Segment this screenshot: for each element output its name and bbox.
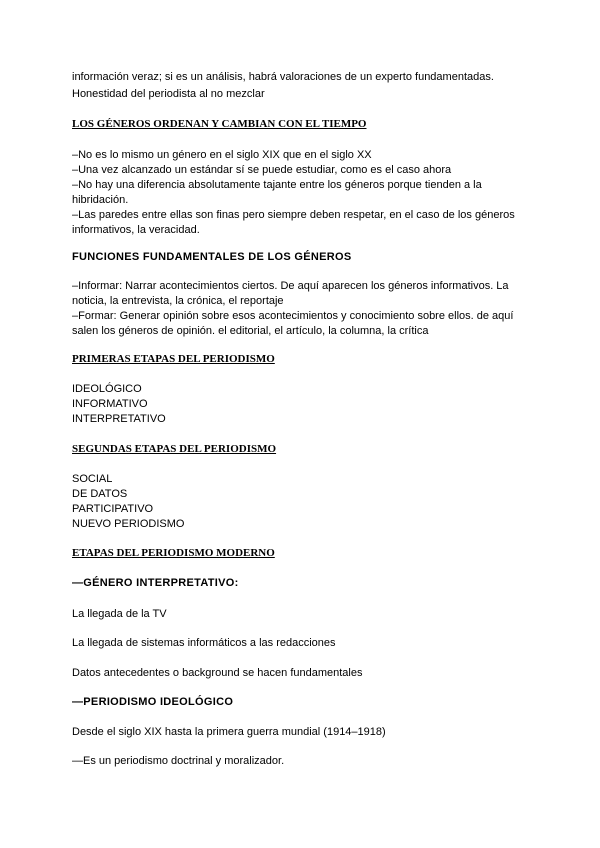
generos-line-3: –No hay una diferencia absolutamente tajante entre los géneros porque tienden a la <box>72 179 482 191</box>
interpretativo-p2: La llegada de sistemas informáticos a las redacciones <box>72 637 336 649</box>
heading-primeras-etapas: PRIMERAS ETAPAS DEL PERIODISMO <box>72 353 275 365</box>
segundas-item-4: NUEVO PERIODISMO <box>72 518 185 530</box>
generos-line-4: hibridación. <box>72 194 129 206</box>
funciones-line-1: –Informar: Narrar acontecimientos ciertos. De aquí aparecen los géneros informativos. La <box>72 280 509 292</box>
generos-line-2: –Una vez alcanzado un estándar sí se puede estudiar, como es el caso ahora <box>72 164 452 176</box>
primeras-item-1: IDEOLÓGICO <box>72 383 142 395</box>
heading-periodismo-ideologico: —PERIODISMO IDEOLÓGICO <box>72 696 234 708</box>
funciones-line-3: –Formar: Generar opinión sobre esos acontecimientos y conocimiento sobre ellos. de aquí <box>72 310 514 322</box>
primeras-item-3: INTERPRETATIVO <box>72 413 166 425</box>
heading-segundas-etapas: SEGUNDAS ETAPAS DEL PERIODISMO <box>72 443 277 455</box>
heading-funciones: FUNCIONES FUNDAMENTALES DE LOS GÉNEROS <box>72 251 352 263</box>
generos-line-6: informativos, la veracidad. <box>72 224 200 236</box>
generos-line-5: –Las paredes entre ellas son finas pero siempre deben respetar, en el caso de los géneros <box>72 209 515 221</box>
heading-periodismo-moderno: ETAPAS DEL PERIODISMO MODERNO <box>72 547 275 559</box>
interpretativo-p3: Datos antecedentes o background se hacen fundamentales <box>72 667 363 679</box>
segundas-item-2: DE DATOS <box>72 488 128 500</box>
primeras-item-2: INFORMATIVO <box>72 398 148 410</box>
segundas-item-1: SOCIAL <box>72 473 113 485</box>
segundas-item-3: PARTICIPATIVO <box>72 503 154 515</box>
heading-generos-ordenan: LOS GÉNEROS ORDENAN Y CAMBIAN CON EL TIEMPO <box>72 118 367 130</box>
ideologico-p2: —Es un periodismo doctrinal y moralizador. <box>72 755 285 767</box>
funciones-line-4: salen los géneros de opinión. el editorial, el artículo, la columna, la crítica <box>72 325 429 337</box>
generos-line-1: –No es lo mismo un género en el siglo XIX que en el siglo XX <box>72 149 372 161</box>
funciones-line-2: noticia, la entrevista, la crónica, el reportaje <box>72 295 284 307</box>
intro-line-1: información veraz; si es un análisis, habrá valoraciones de un experto fundamentadas. <box>72 71 494 83</box>
interpretativo-p1: La llegada de la TV <box>72 608 167 620</box>
intro-line-2: Honestidad del periodista al no mezclar <box>72 88 265 100</box>
heading-genero-interpretativo: —GÉNERO INTERPRETATIVO: <box>72 577 239 589</box>
ideologico-p1: Desde el siglo XIX hasta la primera guerra mundial (1914–1918) <box>72 726 386 738</box>
